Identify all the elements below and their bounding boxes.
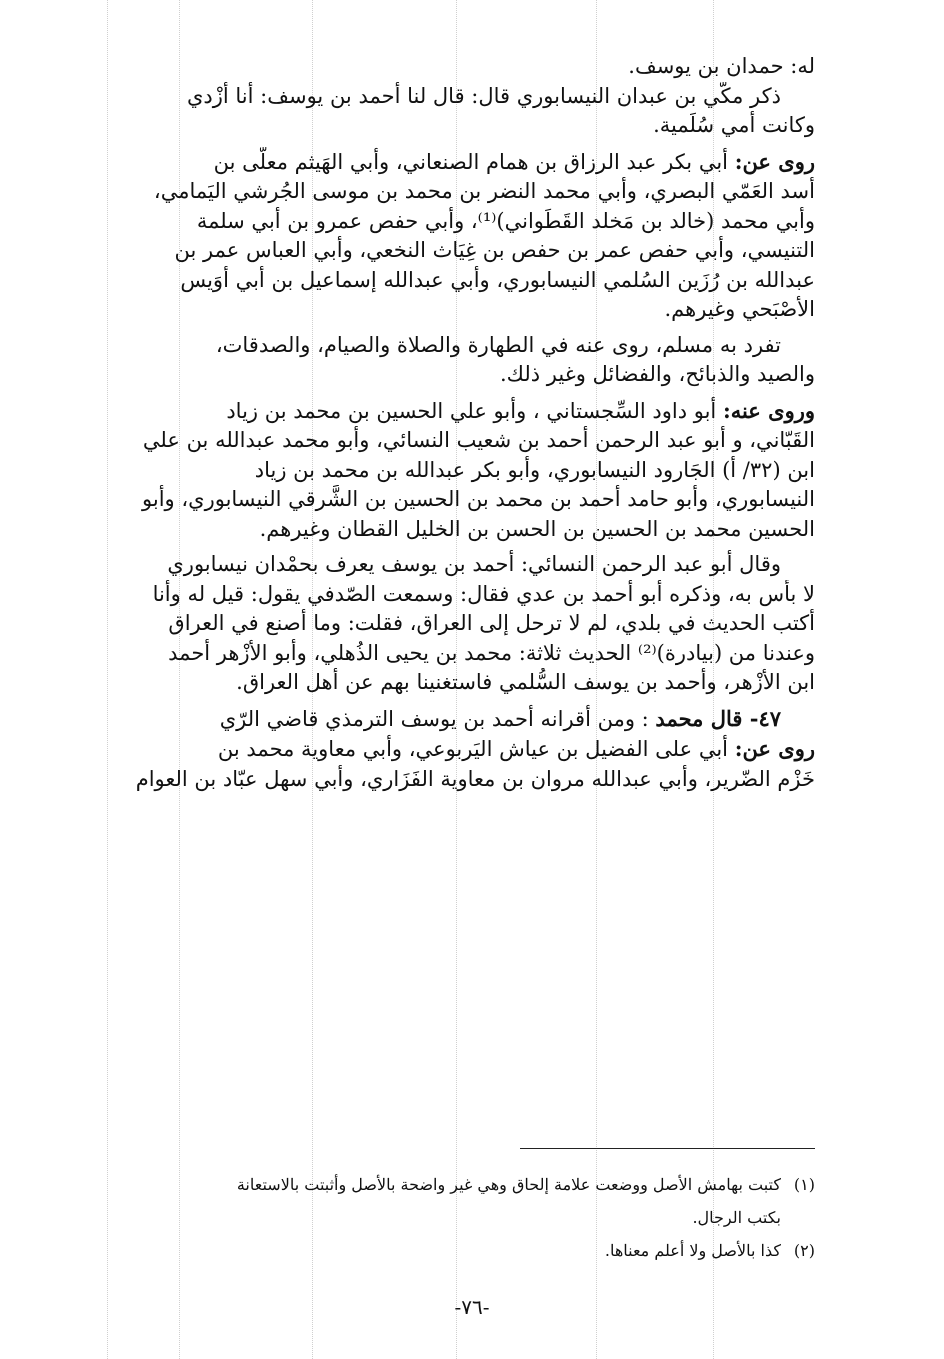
text-line: [70, 426, 815, 456]
text-line: [70, 550, 815, 580]
line-text: : ومن أقرانه أحمد بن يوسف الترمذي قاضي الرّي: [219, 706, 656, 731]
document-body: [70, 52, 815, 794]
footnotes: [70, 1168, 815, 1267]
line-text: النيسابوري، وأبو حامد أحمد بن محمد بن الحسين بن الشَّرقي النيسابوري، وأبو: [142, 487, 815, 511]
line-text: عبدالله بن رُزَين السُلمي النيسابوري، وأبي عبدالله إسماعيل بن أبي أُوَيس: [180, 267, 815, 292]
line-text: أبو داود السِّجستاني ، وأبو علي الحسين بن محمد بن زياد: [226, 398, 723, 423]
text-line: [70, 639, 815, 669]
line-text: وكانت أمي سُلَمية.: [653, 113, 815, 137]
text-line: [70, 360, 815, 390]
footnote-text: كذا بالأصل ولا أعلم معناها.: [604, 1241, 781, 1260]
footnote-number: (١): [793, 1175, 815, 1194]
line-text: ذكر مكّي بن عبدان النيسابوري قال: قال لنا أحمد بن يوسف: أنا أزْدي: [186, 83, 781, 108]
text-line: [70, 580, 815, 610]
section-keyword: روى عن:: [734, 736, 815, 761]
line-text: وأبي محمد (خالد بن مَخلد القَطَواني)⁽¹⁾، وأبي حفص عمرو بن أبي سلمة: [196, 208, 815, 233]
text-line: [70, 111, 815, 141]
footnote-divider: [520, 1148, 815, 1149]
text-line: [70, 396, 815, 427]
footnote-number: (٢): [793, 1241, 815, 1260]
line-text: الحسين محمد بن الحسين بن الحسن بن الخليل القطان وغيرهم.: [259, 516, 815, 541]
footnote-text: كتبت بهامش الأصل ووضعت علامة إلحاق وهي غير واضحة بالأصل وأثبتت بالاستعانة: [236, 1175, 781, 1194]
footnote: [70, 1234, 815, 1267]
line-text: وعندنا من (بيادرة)⁽²⁾ الحديث ثلاثة: محمد بن يحيى الذُهلي، وأبو الأزْهر أحمد: [168, 640, 815, 665]
text-line: [70, 266, 815, 296]
text-line: [70, 82, 815, 112]
text-line: [70, 207, 815, 237]
text-line: [70, 515, 815, 545]
line-text: القَبّاني، و أبو عبد الرحمن أحمد بن شعيب النسائي، وأبو محمد عبدالله بن علي: [142, 428, 815, 452]
line-text: له: حمدان بن يوسف.: [628, 54, 815, 78]
text-line: [70, 236, 815, 266]
line-text: ابن (٣٢/ أ) الجَارود النيسابوري، وأبو بكر عبدالله بن محمد بن زياد: [254, 457, 815, 482]
line-text: الأَصْبَحي وغيرهم.: [664, 297, 815, 321]
text-line: [70, 295, 815, 325]
page-number: -٧٦-: [454, 1295, 490, 1319]
line-text: لا بأس به، وذكره أبو أحمد بن عدي فقال: وسمعت الصّدفي يقول: قيل له وأنا: [152, 581, 815, 606]
line-text: أسد العَمّي البصري، وأبي محمد النضر بن محمد بن موسى الجُرشي اليَمامي،: [153, 179, 815, 203]
line-text: والصيد والذبائح، والفضائل وغير ذلك.: [500, 362, 815, 386]
text-line: [70, 52, 815, 82]
footnote: [70, 1168, 815, 1201]
text-line: [70, 147, 815, 178]
section-keyword: ٤٧- قال محمد: [655, 705, 781, 731]
footnote-continuation: بكتب الرجال.: [692, 1208, 781, 1227]
section-keyword: وروى عنه:: [722, 397, 815, 423]
line-text: وقال أبو عبد الرحمن النسائي: أحمد بن يوسف يعرف بحمْدان نيسابوري: [167, 552, 781, 576]
text-line: [70, 456, 815, 486]
line-text: خَزْم الضّرير، وأبي عبدالله مروان بن معاوية الفَزَاري، وأبي سهل عبّاد بن العوام: [135, 766, 815, 791]
text-line: [70, 485, 815, 515]
text-line: [70, 609, 815, 639]
line-text: تفرد به مسلم، روى عنه في الطهارة والصلاة والصيام، والصدقات،: [215, 332, 781, 357]
text-line: [70, 331, 815, 361]
text-line: [70, 765, 815, 795]
text-line: [70, 177, 815, 207]
line-text: أكتب الحديث في بلدي، لم لا ترحل إلى العراق، فقلت: وما أصنع في العراق: [168, 611, 815, 635]
text-line: [70, 734, 815, 765]
line-text: أبي على الفضيل بن عياش اليَربوعي، وأبي معاوية محمد بن: [217, 737, 735, 761]
line-text: التنيسي، وأبي حفص عمر بن حفص بن غِيَاث النخعي، وأبي العباس عمر بن: [174, 238, 815, 262]
text-line: [70, 668, 815, 698]
text-line: [70, 704, 815, 735]
line-text: أبي بكر عبد الرزاق بن همام الصنعاني، وأبي الهَيثم معلّى بن: [213, 149, 735, 174]
line-text: ابن الأَزْهر، وأحمد بن يوسف السُّلمي فاستغنينا بهم عن أهل العراق.: [236, 670, 815, 694]
section-keyword: روى عن:: [734, 148, 815, 174]
